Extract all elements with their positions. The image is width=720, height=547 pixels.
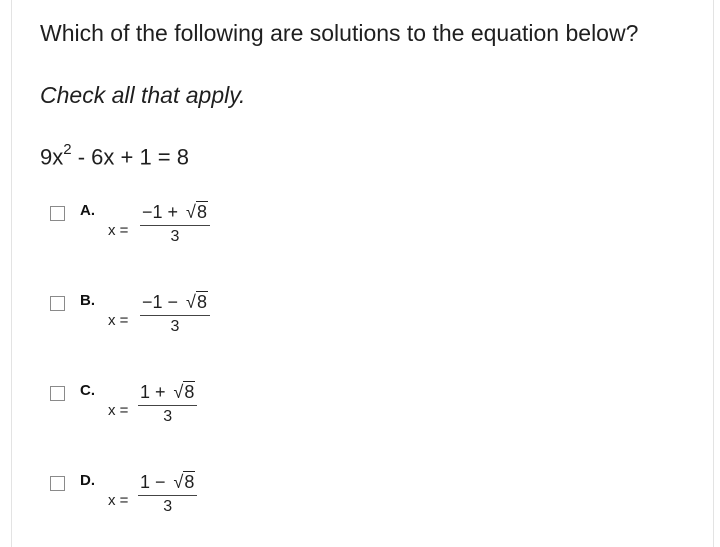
fraction [140,202,210,246]
numerator [138,382,197,406]
checkbox-b[interactable] [50,296,65,311]
radicand: 8 [184,382,195,402]
checkbox-a[interactable] [50,206,65,221]
option-c[interactable] [50,380,350,450]
equation-exponent: 2 [63,141,72,158]
question-text: Which of the following are solutions to the equation below? [40,20,639,46]
numerator-lead: 1 − [140,472,171,492]
denominator: 3 [170,318,180,335]
option-letter: A. [80,202,95,219]
square-root [183,202,208,223]
denominator: 3 [163,408,173,425]
equation-lhs-rest: - 6x + 1 = 8 [71,144,189,170]
radicand: 8 [196,202,207,222]
radical-sign: √ [173,472,184,492]
denominator: 3 [163,498,173,515]
x-equals-label: x = [108,222,129,239]
denominator: 3 [170,228,180,245]
numerator-lead: −1 + [142,202,184,222]
fraction [138,382,197,426]
radicand: 8 [196,292,207,312]
option-letter: C. [80,382,95,399]
option-b[interactable] [50,290,350,360]
x-equals-label: x = [108,312,129,329]
square-root [171,472,196,493]
radical-sign: √ [186,202,196,222]
option-letter: D. [80,472,95,489]
numerator-lead: 1 + [140,382,171,402]
radical-sign: √ [173,382,184,402]
fraction [140,292,210,336]
option-letter: B. [80,292,95,309]
equation [40,143,189,170]
option-d[interactable] [50,470,350,540]
right-border [713,0,720,547]
radicand: 8 [184,472,195,492]
checkbox-c[interactable] [50,386,65,401]
option-a[interactable] [50,200,350,270]
square-root [183,292,208,313]
numerator [140,202,210,226]
fraction [138,472,197,516]
numerator [138,472,197,496]
x-equals-label: x = [108,492,129,509]
left-border [0,0,12,547]
equation-lhs-start: 9x [40,144,64,170]
numerator [140,292,210,316]
instruction-text: Check all that apply. [40,82,246,108]
square-root [171,382,196,403]
radical-sign: √ [186,292,196,312]
x-equals-label: x = [108,402,129,419]
numerator-lead: −1 − [142,292,184,312]
checkbox-d[interactable] [50,476,65,491]
